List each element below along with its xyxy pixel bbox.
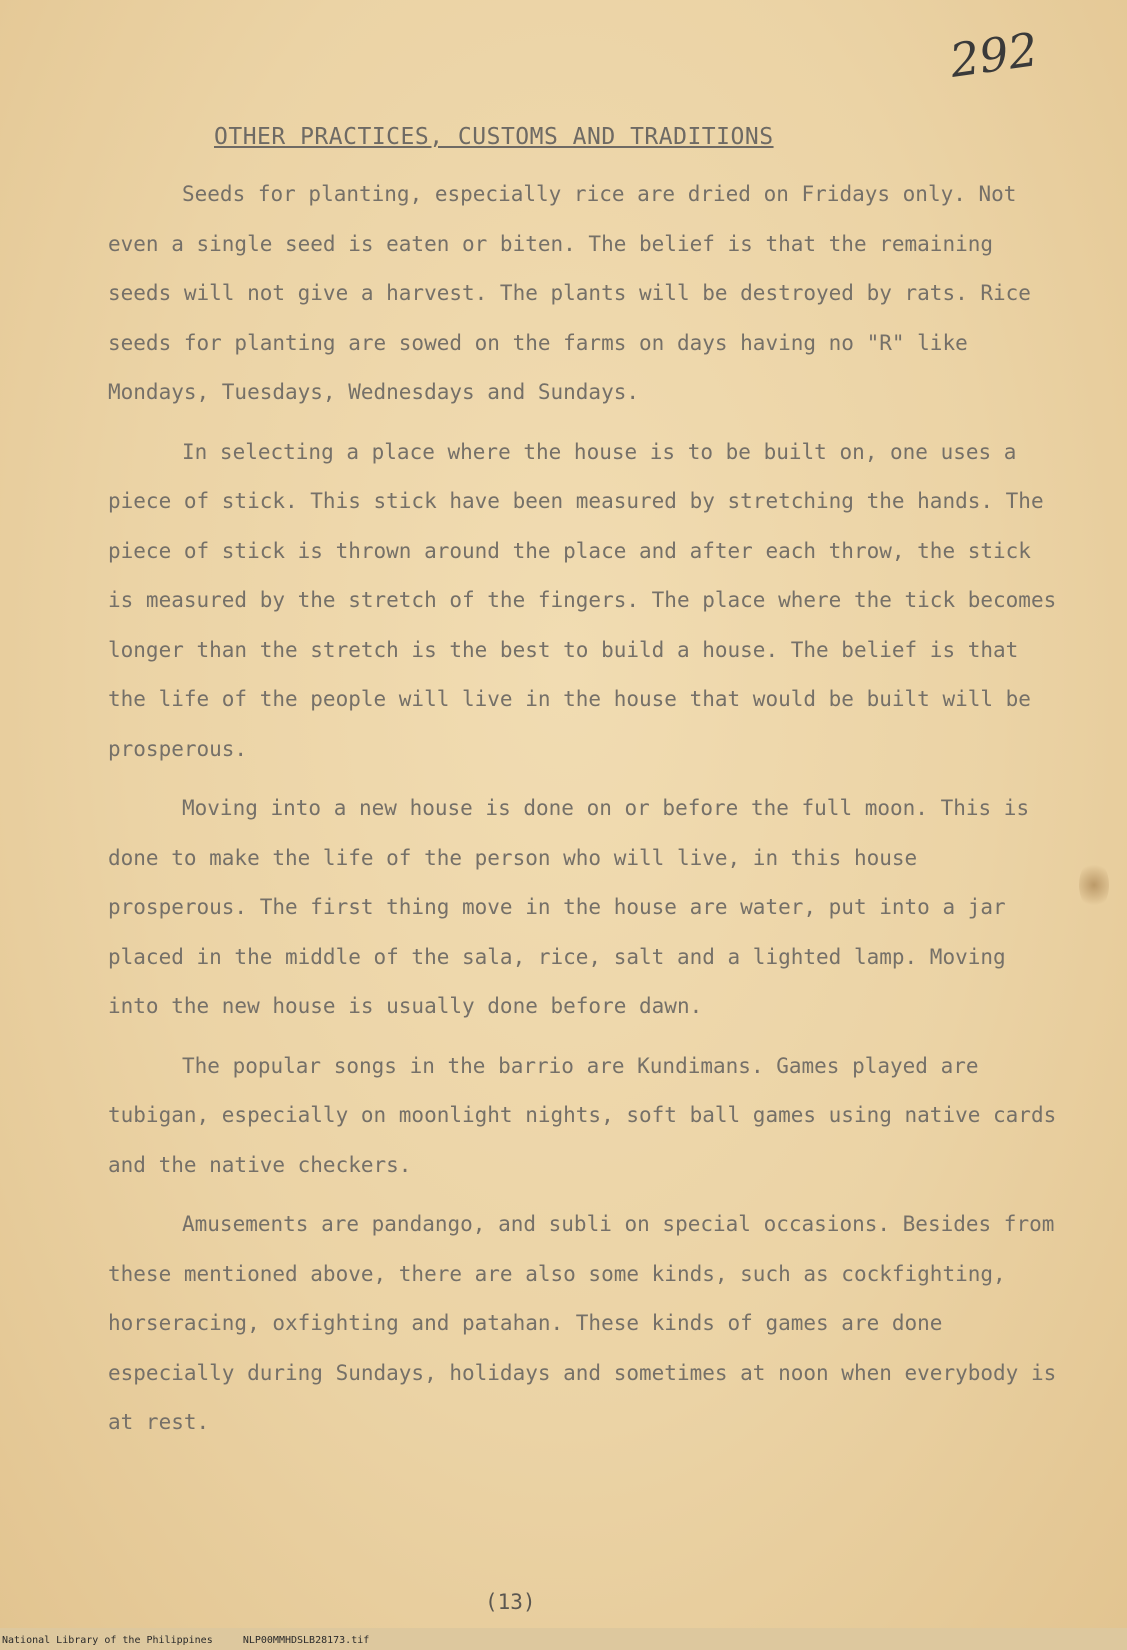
footer-file-id: NLP00MMHDSLB28173.tif: [242, 1635, 370, 1646]
paragraph: Amusements are pandango, and subli on special occasions. Besides from these mentioned above, there are also some kinds, such as cockfighting, horseracing, oxfighting and patahan. These kinds of games are done especially during Sundays, holidays and sometimes at noon when everybody is at rest.: [108, 1212, 1057, 1434]
handwritten-page-number: 292: [946, 22, 1042, 88]
section-heading: OTHER PRACTICES, CUSTOMS AND TRADITIONS: [214, 124, 774, 150]
typed-page-number: (13): [485, 1590, 536, 1614]
scan-footer: [2, 1635, 369, 1646]
document-body: [108, 170, 1058, 1448]
paper-stain: [1079, 860, 1109, 910]
paragraph: In selecting a place where the house is to be built on, one uses a piece of stick. This stick have been measured by stretching the hands. The piece of stick is thrown around the place and after each throw, the stick is measured by the stretch of the fingers. The place where the tick becomes longer than the stretch is the best to build a house. The belief is that the life of the people will live in the house that would be built will be prosperous.: [108, 439, 1057, 761]
paragraph: The popular songs in the barrio are Kundimans. Games played are tubigan, especially on moonlight nights, soft ball games using native cards and the native checkers.: [108, 1053, 1057, 1177]
paragraph: Seeds for planting, especially rice are dried on Fridays only. Not even a single seed is eaten or biten. The belief is that the remaining seeds will not give a harvest. The plants will be destroyed by rats. Rice seeds for planting are sowed on the farms on days having no "R" like Mondays, Tuesdays, Wednesdays and Sundays.: [108, 182, 1031, 404]
paragraph: Moving into a new house is done on or before the full moon. This is done to make the life of the person who will live, in this house prosperous. The first thing move in the house are water, put into a jar placed in the middle of the sala, rice, salt and a lighted lamp. Moving into the new house is usually done before dawn.: [108, 796, 1030, 1018]
footer-library: National Library of the Philippines: [2, 1635, 213, 1646]
